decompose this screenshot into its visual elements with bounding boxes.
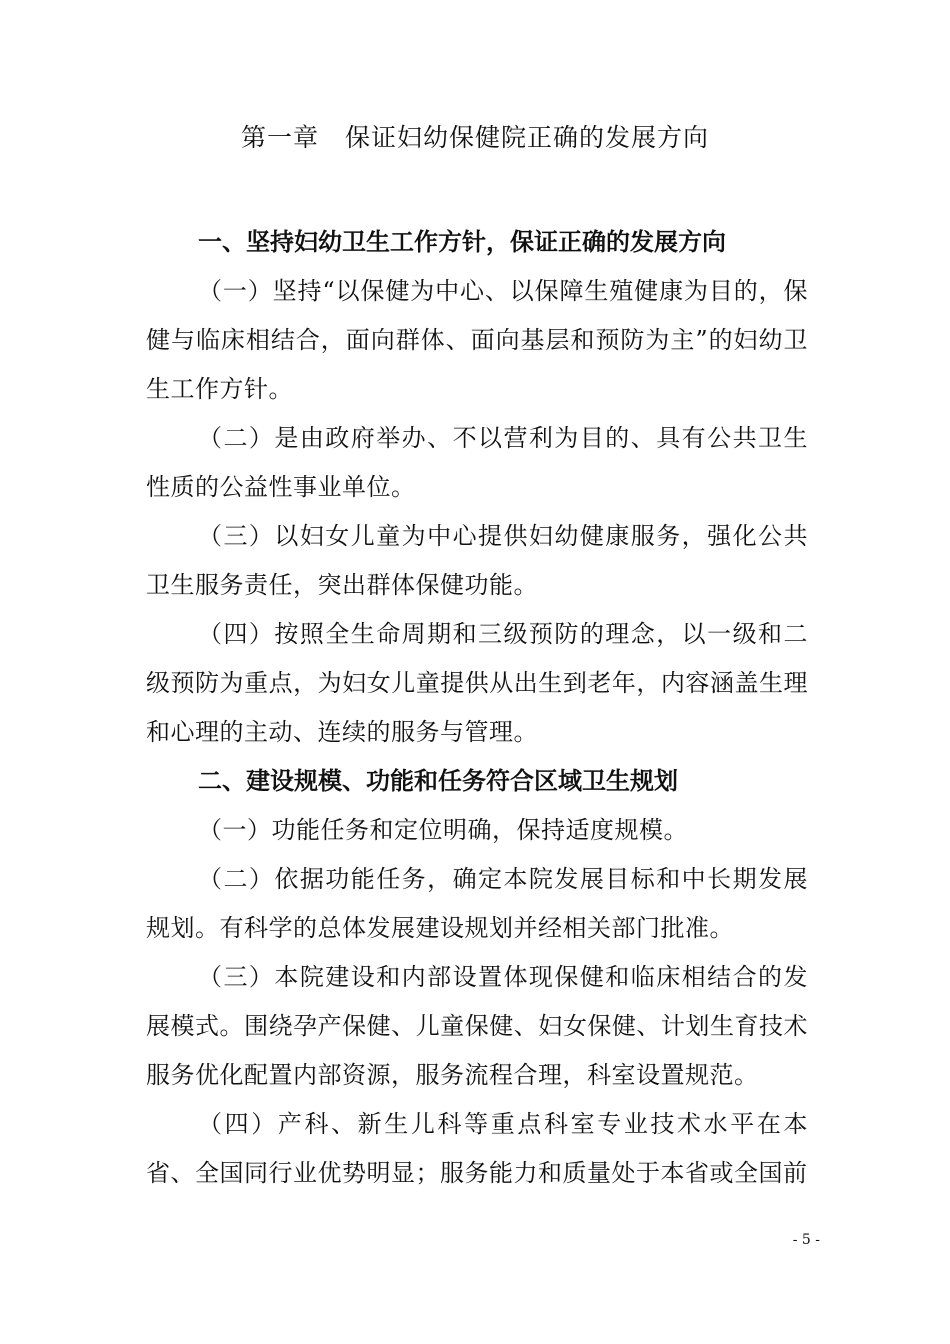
page-number: - 5 -	[792, 1232, 820, 1248]
paragraph: （一）坚持“以保健为中心、以保障生殖健康为目的，保健与临床相结合，面向群体、面向基层和预防为主”的妇幼卫生工作方针。	[146, 277, 808, 403]
document-body	[146, 218, 808, 1198]
section-heading: 一、坚持妇幼卫生工作方针，保证正确的发展方向	[198, 228, 726, 256]
section-1	[146, 218, 808, 757]
paragraph: （二）是由政府举办、不以营利为目的、具有公共卫生性质的公益性事业单位。	[146, 424, 808, 501]
chapter-title: 第一章 保证妇幼保健院正确的发展方向	[240, 123, 709, 152]
section-2	[146, 757, 808, 1198]
paragraph: （四）按照全生命周期和三级预防的理念，以一级和二级预防为重点，为妇女儿童提供从出生到老年，内容涵盖生理和心理的主动、连续的服务与管理。	[146, 620, 808, 746]
paragraph: （二）依据功能任务，确定本院发展目标和中长期发展规划。有科学的总体发展建设规划并经相关部门批准。	[146, 865, 808, 942]
paragraph: （一）功能任务和定位明确，保持适度规模。	[198, 816, 688, 844]
paragraph: （三）以妇女儿童为中心提供妇幼健康服务，强化公共卫生服务责任，突出群体保健功能。	[146, 522, 808, 599]
paragraph: （四）产科、新生儿科等重点科室专业技术水平在本省、全国同行业优势明显；服务能力和质量处于本省或全国前	[146, 1110, 808, 1187]
paragraph: （三）本院建设和内部设置体现保健和临床相结合的发展模式。围绕孕产保健、儿童保健、妇女保健、计划生育技术服务优化配置内部资源，服务流程合理，科室设置规范。	[146, 963, 808, 1089]
section-heading: 二、建设规模、功能和任务符合区域卫生规划	[198, 767, 678, 795]
